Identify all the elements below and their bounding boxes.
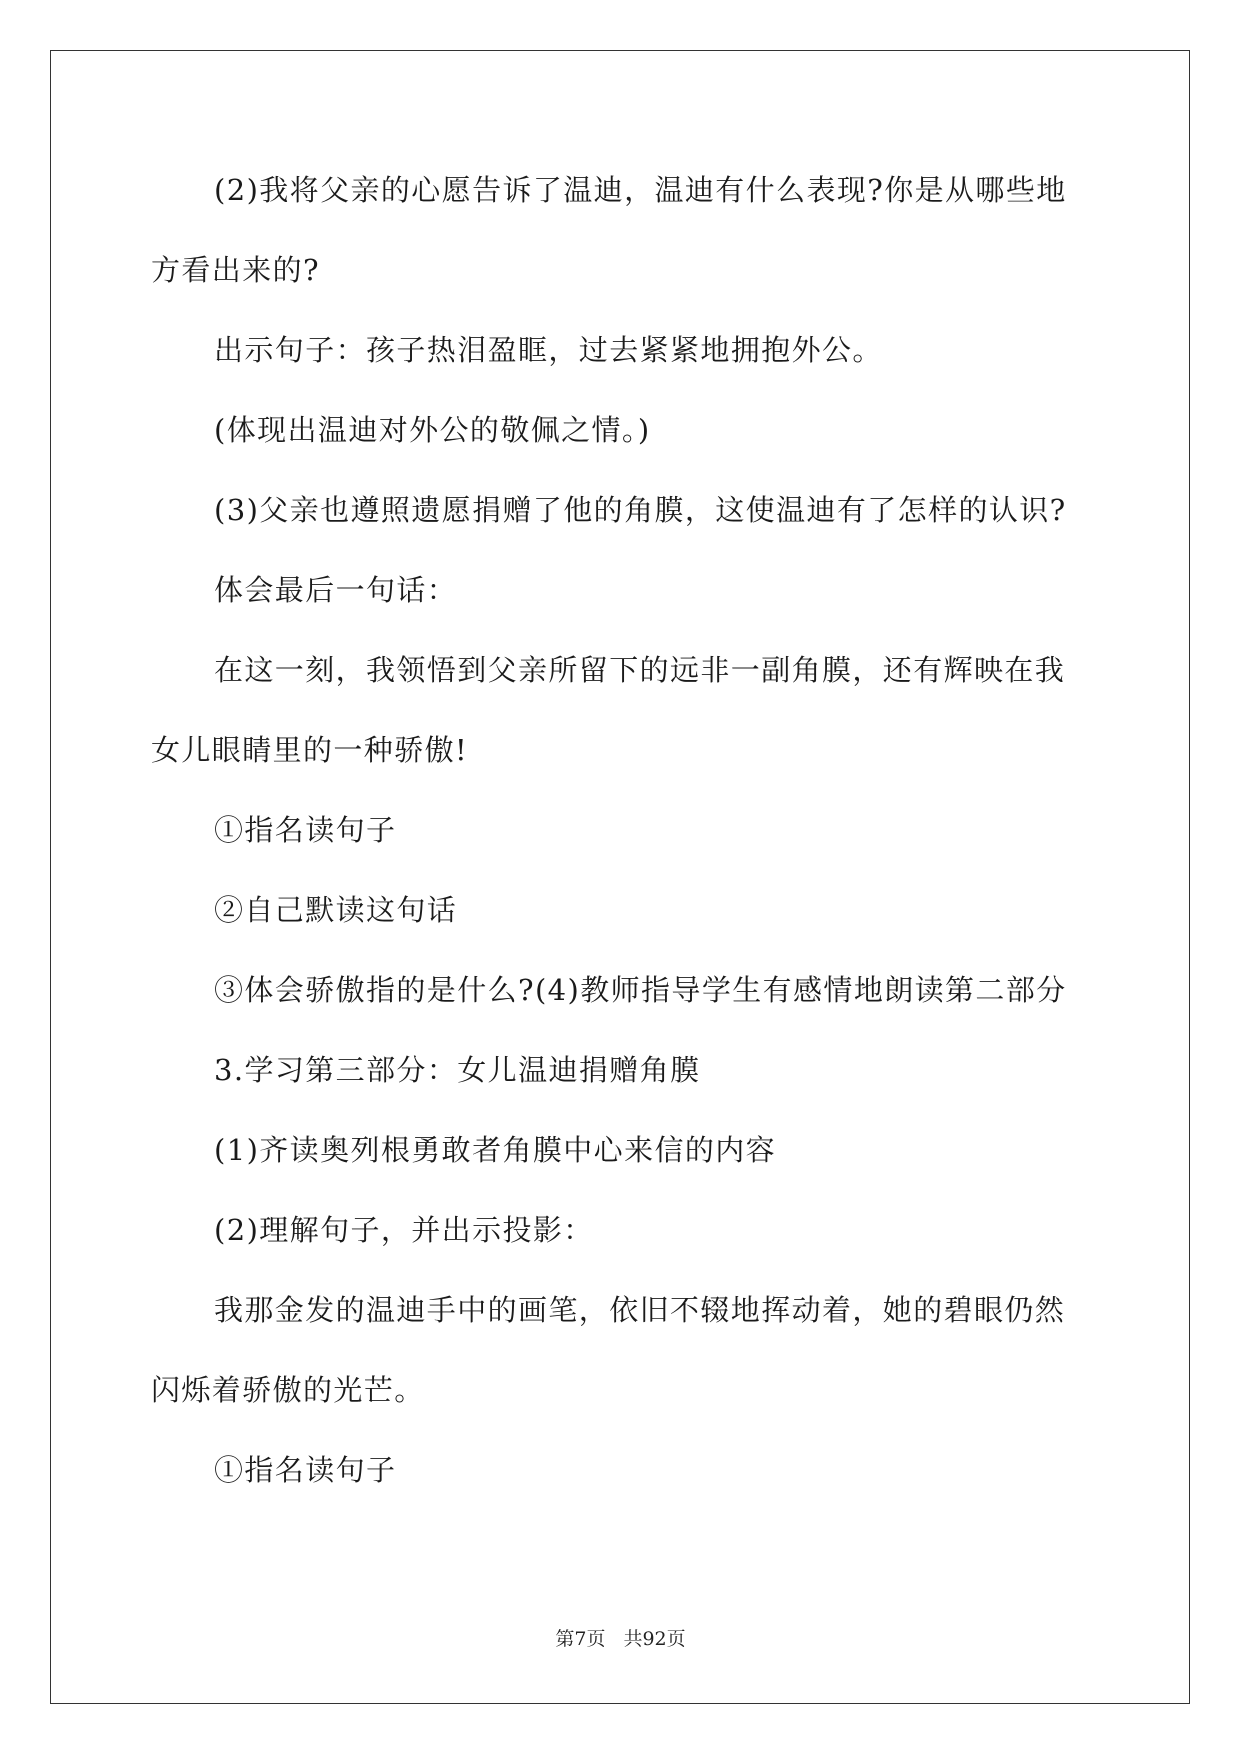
paragraph-line: 方看出来的? [151, 253, 320, 287]
paragraph-line: (2)我将父亲的心愿告诉了温迪，温迪有什么表现?你是从哪些地 [214, 173, 1067, 207]
paragraph-line: 3.学习第三部分：女儿温迪捐赠角膜 [214, 1053, 701, 1087]
page-footer [0, 1630, 1241, 1649]
paragraph-line: ②自己默读这句话 [214, 893, 458, 927]
paragraph-line: (2)理解句子，并出示投影： [214, 1213, 594, 1247]
paragraph-line: 女儿眼睛里的一种骄傲! [151, 733, 469, 767]
paragraph-line: (体现出温迪对外公的敬佩之情。) [214, 413, 651, 447]
paragraph-line: 在这一刻，我领悟到父亲所留下的远非一副角膜，还有辉映在我 [214, 653, 1066, 687]
page-number: 第7页 [555, 1628, 606, 1650]
paragraph-line: (1)齐读奥列根勇敢者角膜中心来信的内容 [214, 1133, 777, 1167]
paragraph-line: ①指名读句子 [214, 1453, 397, 1487]
paragraph-line: 出示句子：孩子热泪盈眶，过去紧紧地拥抱外公。 [214, 333, 883, 367]
paragraph-line: 我那金发的温迪手中的画笔，依旧不辍地挥动着，她的碧眼仍然 [214, 1293, 1066, 1327]
paragraph-line: (3)父亲也遵照遗愿捐赠了他的角膜，这使温迪有了怎样的认识? [214, 493, 1067, 527]
paragraph-line: 闪烁着骄傲的光芒。 [151, 1373, 425, 1407]
paragraph-line: ③体会骄傲指的是什么?(4)教师指导学生有感情地朗读第二部分 [214, 973, 1067, 1007]
paragraph-line: 体会最后一句话： [214, 573, 458, 607]
page-total: 共92页 [623, 1628, 686, 1650]
paragraph-line: ①指名读句子 [214, 813, 397, 847]
